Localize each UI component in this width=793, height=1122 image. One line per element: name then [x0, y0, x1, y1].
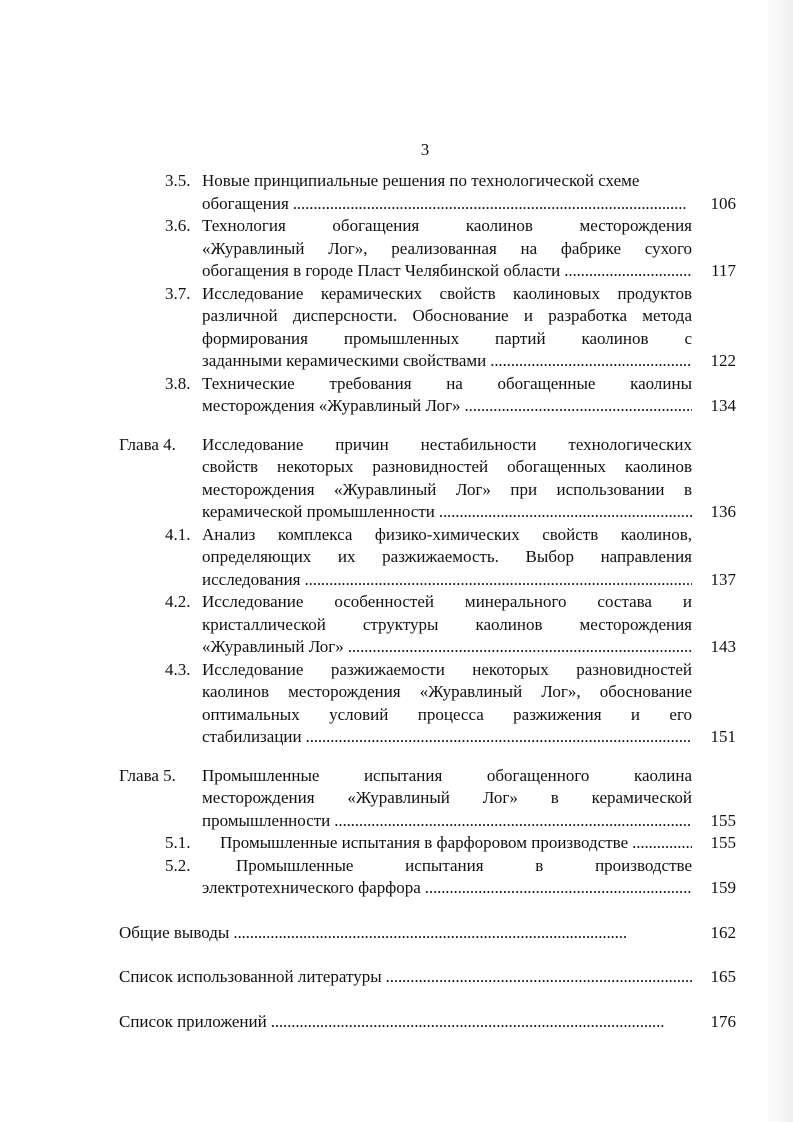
entry-text-line: Промышленные испытания в производстве [236, 855, 692, 875]
entry-text-last: керамической промышленности [202, 502, 435, 521]
page-ref: 165 [710, 967, 736, 986]
page-ref: 159 [710, 878, 736, 897]
section-number: 3.6. [165, 216, 191, 235]
entry-text-line: каолинов месторождения «Журавлиный Лог», обоснование [202, 682, 692, 701]
entry-text-line: кристаллической структуры каолинов месторождения [202, 614, 692, 634]
entry-text-last: Список использованной литературы [119, 967, 382, 986]
toc-entry-4-1[interactable] [0, 524, 793, 592]
entry-text-last: электротехнического фарфора [202, 878, 421, 897]
toc-entry-3-7[interactable] [0, 283, 793, 373]
entry-text-line: Технология обогащения каолинов месторождения [202, 216, 692, 235]
toc-entry-4-3[interactable] [0, 659, 793, 749]
dot-leader [334, 810, 692, 833]
dot-leader [233, 922, 692, 945]
dot-leader [305, 569, 692, 592]
dot-leader [348, 636, 692, 659]
entry-text-last: «Журавлиный Лог» [202, 637, 344, 656]
page-ref: 143 [710, 637, 736, 656]
entry-text-last: обогащения в городе Пласт Челябинской области [202, 261, 561, 280]
dot-leader [632, 832, 692, 855]
section-number: 5.1. [165, 833, 191, 852]
section-number: 3.5. [165, 171, 191, 190]
dot-leader [293, 193, 692, 216]
dot-leader [306, 726, 692, 749]
page-ref: 137 [710, 569, 736, 589]
entry-text-line: оптимальных условий процесса разжижения и его [202, 704, 692, 724]
page-number: 3 [420, 140, 430, 159]
dot-leader [439, 501, 692, 524]
dot-leader [564, 260, 692, 283]
toc-entry-references[interactable] [0, 966, 793, 989]
entry-text-last: исследования [202, 569, 301, 589]
chapter-number: Глава 4. [119, 434, 176, 454]
toc-entry-appendices[interactable] [0, 1011, 793, 1034]
dot-leader [425, 877, 692, 900]
entry-text-last: Список приложений [119, 1011, 267, 1031]
section-number: 5.2. [165, 855, 191, 875]
page-ref: 134 [710, 396, 736, 415]
toc-entry-3-5[interactable] [0, 170, 793, 215]
dot-leader [271, 1011, 692, 1034]
toc-entry-5-1[interactable] [0, 832, 793, 855]
entry-text-line: месторождения «Журавлиный Лог» при использовании в [202, 479, 692, 499]
table-of-contents [0, 170, 793, 1033]
toc-entry-conclusions[interactable] [0, 922, 793, 945]
entry-text-line: Технические требования на обогащенные каолины [202, 373, 692, 393]
toc-entry-5-2[interactable] [0, 855, 793, 900]
entry-text-line: Исследование особенностей минерального состава и [202, 592, 692, 611]
dot-leader [386, 966, 692, 989]
page-ref: 155 [710, 810, 736, 830]
entry-text-last: промышленности [202, 810, 331, 830]
entry-text-last: Общие выводы [119, 922, 230, 942]
section-number: 4.3. [165, 659, 191, 679]
entry-text-last: Промышленные испытания в фарфоровом производстве [220, 833, 629, 852]
section-number: 4.1. [165, 524, 191, 544]
entry-text-line: Исследование разжижаемости некоторых разновидностей [202, 659, 692, 679]
chapter-number: Глава 5. [119, 765, 176, 785]
page-ref: 136 [710, 502, 736, 521]
page-ref: 117 [711, 261, 736, 280]
section-number: 3.7. [165, 283, 191, 303]
page-ref: 176 [710, 1011, 736, 1031]
entry-text-line: формирования промышленных партий каолинов с [202, 328, 692, 348]
toc-entry-4-2[interactable] [0, 591, 793, 659]
entry-text-line: свойств некоторых разновидностей обогащенных каолинов [202, 457, 692, 476]
entry-text-line: месторождения «Журавлиный Лог» в керамической [202, 788, 692, 807]
section-number: 4.2. [165, 592, 191, 611]
entry-text-line: Промышленные испытания обогащенного каолина [202, 765, 692, 785]
entry-text-last: обогащения [202, 193, 289, 213]
dot-leader [465, 395, 692, 418]
entry-text-line: «Журавлиный Лог», реализованная на фабрике сухого [202, 238, 692, 258]
section-number: 3.8. [165, 373, 191, 393]
dot-leader [490, 350, 692, 373]
toc-entry-chapter-5[interactable] [0, 765, 793, 833]
entry-text-last: стабилизации [202, 727, 302, 746]
toc-entry-3-8[interactable] [0, 373, 793, 418]
page-ref: 106 [710, 193, 736, 213]
entry-text-last: месторождения «Журавлиный Лог» [202, 396, 461, 415]
entry-text-line: Исследование керамических свойств каолиновых продуктов [202, 283, 692, 303]
page-ref: 122 [710, 351, 736, 370]
entry-text-line: определяющих их разжижаемость. Выбор направления [202, 547, 692, 566]
page-ref: 155 [710, 833, 736, 852]
entry-text-line: Исследование причин нестабильности технологических [202, 434, 692, 454]
toc-entry-3-6[interactable] [0, 215, 793, 283]
entry-text-last: заданными керамическими свойствами [202, 351, 487, 370]
toc-entry-chapter-4[interactable] [0, 434, 793, 524]
page-ref: 151 [710, 727, 736, 746]
entry-text-line: Новые принципиальные решения по технологической схеме [202, 171, 640, 190]
entry-text-line: различной дисперсности. Обоснование и разработка метода [202, 306, 692, 325]
entry-text-line: Анализ комплекса физико-химических свойств каолинов, [202, 524, 692, 544]
page-ref: 162 [710, 922, 736, 942]
